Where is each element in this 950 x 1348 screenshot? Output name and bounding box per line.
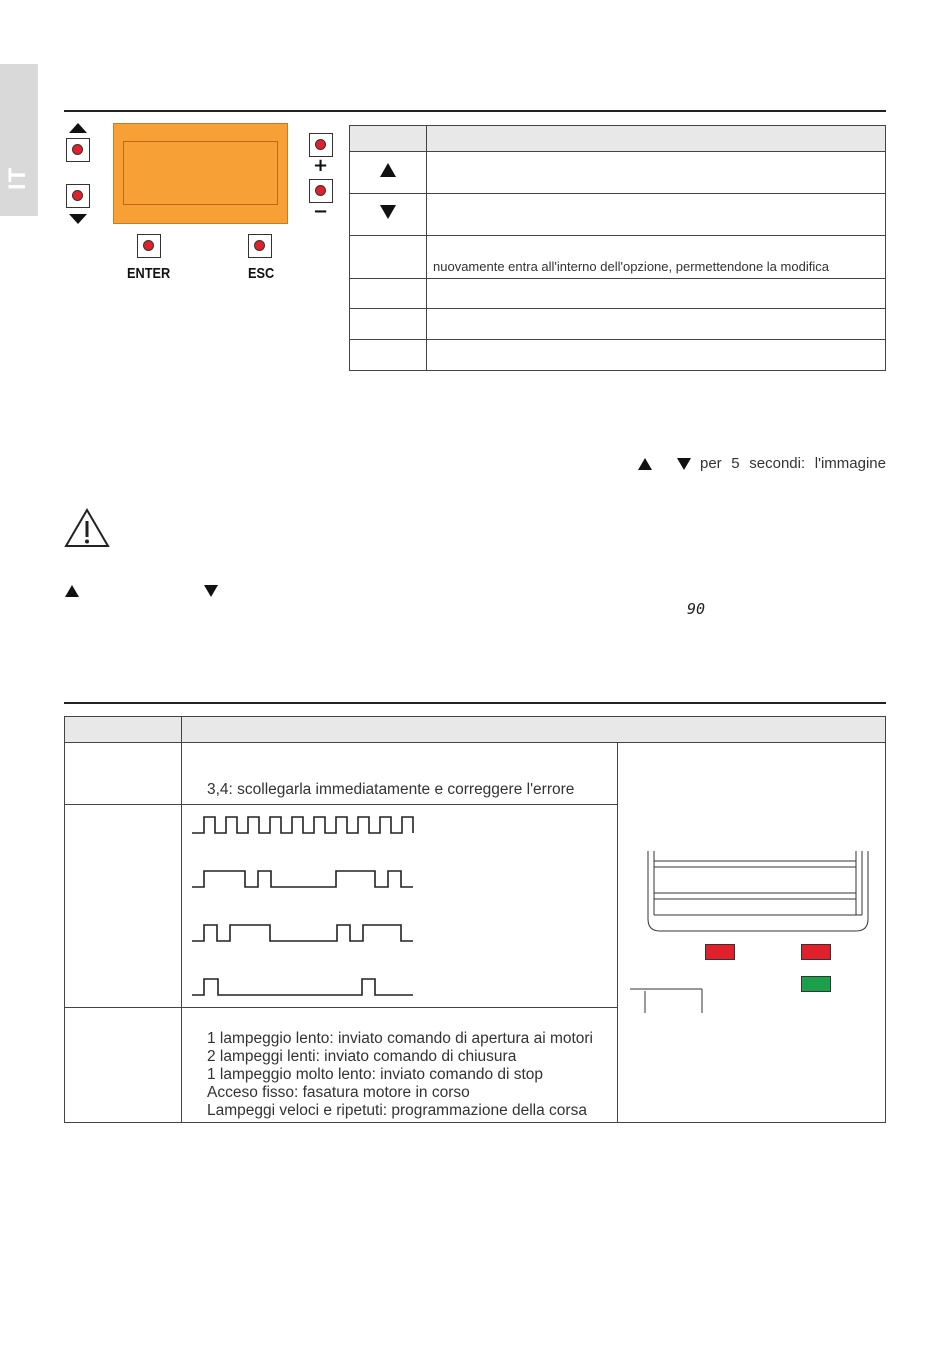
table-row	[350, 236, 886, 279]
list-item: 2 lampeggi lenti: inviato comando di chiusura	[207, 1048, 517, 1065]
table-row	[350, 340, 886, 371]
lcd-screen	[123, 141, 278, 205]
display-value: 90	[687, 600, 706, 618]
table-row	[350, 152, 886, 194]
plus-symbol: +	[313, 155, 329, 176]
desc-cell	[427, 152, 886, 194]
key-cell-up	[350, 152, 427, 194]
table-row	[350, 309, 886, 340]
minus-symbol: −	[313, 201, 329, 222]
section-divider-bottom	[64, 702, 886, 704]
list-item: 1 lampeggio lento: inviato comando di apertura ai motori	[207, 1030, 594, 1047]
list-item: 1 lampeggio molto lento: inviato comando di stop	[207, 1066, 544, 1083]
table-row	[65, 743, 886, 805]
key-cell	[350, 309, 427, 340]
table-row	[350, 194, 886, 236]
led-name-cell	[65, 1008, 182, 1123]
list-item: Acceso fisso: fasatura motore in corso	[207, 1084, 470, 1101]
board-illustration-cell	[618, 743, 886, 1123]
down-triangle-icon	[676, 457, 692, 471]
header-desc-cell	[427, 126, 886, 152]
desc-cell	[427, 309, 886, 340]
down-triangle-icon	[379, 204, 397, 220]
key-cell	[350, 340, 427, 371]
red-led-1	[705, 944, 735, 960]
error-instruction-text: 3,4: scollegarla immediatamente e correggere l'errore	[207, 781, 575, 798]
minus-button[interactable]	[309, 179, 333, 203]
reset-instruction-text: per 5 secondi: l'immagine	[700, 455, 886, 472]
language-tab	[0, 64, 38, 216]
waveform-fast	[192, 817, 413, 833]
down-triangle-icon	[69, 214, 87, 224]
header-desc-cell	[182, 717, 886, 743]
led-states-list	[207, 1030, 593, 1120]
down-triangle-icon	[203, 584, 219, 598]
up-button[interactable]	[66, 138, 90, 162]
enter-button[interactable]	[137, 234, 161, 258]
down-button[interactable]	[66, 184, 90, 208]
blink-pattern-cell	[182, 805, 618, 1008]
section-divider-top	[64, 110, 886, 112]
key-cell	[350, 236, 427, 279]
language-tab-label: IT	[4, 166, 31, 190]
waveform-single	[192, 979, 413, 995]
list-item: Lampeggi veloci e ripetuti: programmazione della corsa	[207, 1102, 587, 1119]
key-function-table	[349, 125, 886, 371]
plus-button[interactable]	[309, 133, 333, 157]
desc-cell	[427, 340, 886, 371]
up-triangle-icon	[637, 457, 653, 471]
esc-button[interactable]	[248, 234, 272, 258]
blink-waveforms	[182, 805, 617, 1008]
table-header-row	[65, 717, 886, 743]
red-led-2	[801, 944, 831, 960]
table-header-row	[350, 126, 886, 152]
led-name-cell	[65, 743, 182, 805]
key-cell-down	[350, 194, 427, 236]
green-led	[801, 976, 831, 992]
header-key-cell	[350, 126, 427, 152]
board-illustration	[618, 743, 886, 1121]
enter-label: ENTER	[127, 265, 171, 282]
led-desc-cell	[182, 743, 618, 805]
desc-cell	[427, 194, 886, 236]
key-cell	[350, 279, 427, 309]
waveform-double	[192, 871, 413, 887]
waveform-slow-double	[192, 925, 413, 941]
led-status-table	[64, 716, 886, 1123]
table-row	[350, 279, 886, 309]
warning-icon	[64, 508, 110, 548]
led-states-cell	[182, 1008, 618, 1123]
desc-cell	[427, 279, 886, 309]
up-triangle-icon	[64, 584, 80, 598]
header-led-cell	[65, 717, 182, 743]
up-triangle-icon	[69, 123, 87, 133]
led-name-cell	[65, 805, 182, 1008]
up-triangle-icon	[379, 162, 397, 178]
lcd-display	[113, 123, 288, 224]
desc-cell-enter: nuovamente entra all'interno dell'opzione, permettendone la modifica	[427, 236, 886, 279]
esc-label: ESC	[248, 265, 275, 282]
